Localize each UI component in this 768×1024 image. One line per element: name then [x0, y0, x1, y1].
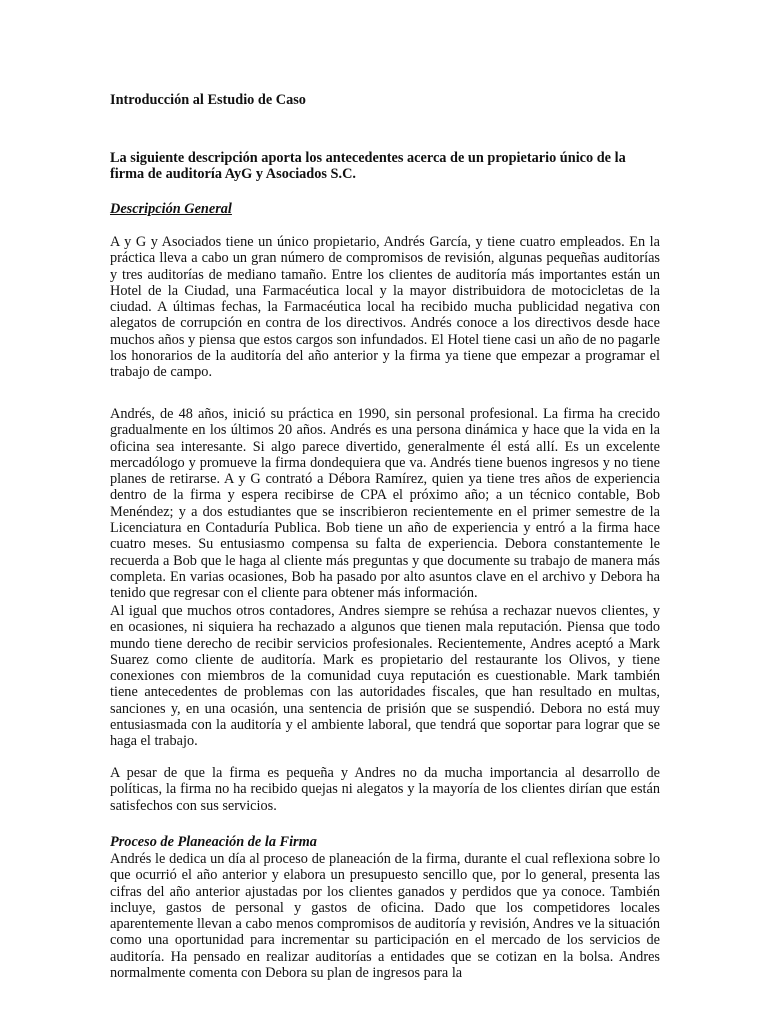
paragraph: Andrés le dedica un día al proceso de planeación de la firma, durante el cual reflexiona sobre lo que ocurrió el año anterior y elabora un presupuesto sencillo que, por lo general, presenta las cifras del año anterior ajustadas por los clientes ganados y perdidos que ya conoce. También incluye, gastos de personal y gastos de oficina. Dado que los competidores locales aparentemente llevan a cabo menos compromisos de auditoría y revisión, Andres ve la situación como una oportunidad para incrementar su participación en el mercado de los servicios de auditoría. Ha pensado en realizar auditorías a entidades que se cotizan en la bolsa. Andres normalmente comenta con Debora su plan de ingresos para la [110, 851, 660, 982]
lead-statement: La siguiente descripción aporta los antecedentes acerca de un propietario único de la firma de auditoría AyG y Asociados S.C. [110, 150, 626, 183]
paragraph: A y G y Asociados tiene un único propietario, Andrés García, y tiene cuatro empleados. En la práctica lleva a cabo un gran número de compromisos de revisión, algunas pequeñas auditorías y tres auditorías de mediano tamaño. Entre los clientes de auditoría más importantes están un Hotel de la Ciudad, una Farmacéutica local y la mayor distribuidora de motocicletas de la ciudad. A últimas fechas, la Farmacéutica local ha recibido mucha publicidad negativa con alegatos de corrupción en contra de los directivos. Andrés conoce a los directivos desde hace muchos años y piensa que estos cargos son infundados. El Hotel tiene casi un año de no pagarle los honorarios de la auditoría del año anterior y la firma ya tiene que empezar a programar el trabajo de campo. [110, 234, 660, 381]
paragraph: Al igual que muchos otros contadores, Andres siempre se rehúsa a rechazar nuevos clientes, y en ocasiones, ni siquiera ha rechazado a algunos que tienen mala reputación. Piensa que todo mundo tiene derecho de recibir servicios profesionales. Recientemente, Andres aceptó a Mark Suarez como cliente de auditoría. Mark es propietario del restaurante los Olivos, y tiene conexiones con miembros de la comunidad cuya reputación es cuestionable. Mark también tiene antecedentes de problemas con las autoridades fiscales, que han resultado en multas, sanciones y, en una ocasión, una sentencia de prisión que se suspendió. Debora no está muy entusiasmada con la auditoría y el ambiente laboral, que tendrá que soportar para lograr que se haga el trabajo. [110, 603, 660, 750]
section-heading-proceso-de-planeacion: Proceso de Planeación de la Firma [110, 834, 317, 850]
document-page [110, 0, 660, 1024]
paragraph: A pesar de que la firma es pequeña y Andres no da mucha importancia al desarrollo de políticas, la firma no ha recibido quejas ni alegatos y la mayoría de los clientes dirían que están satisfechos con sus servicios. [110, 765, 660, 814]
document-title: Introducción al Estudio de Caso [110, 92, 306, 108]
section-heading-descripcion-general: Descripción General [110, 201, 232, 217]
paragraph: Andrés, de 48 años, inició su práctica en 1990, sin personal profesional. La firma ha crecido gradualmente en los últimos 20 años. Andrés es una persona dinámica y hace que la vida en la oficina sea interesante. Si algo parece divertido, generalmente él está allí. Es un excelente mercadólogo y promueve la firma dondequiera que va. Andrés tiene buenos ingresos y no tiene planes de retirarse. A y G contrató a Débora Ramírez, quien ya tiene tres años de experiencia dentro de la firma y espera recibirse de CPA el próximo año; a un técnico contable, Bob Menéndez; y a dos estudiantes que se inscribieron recientemente en el primer semestre de la Licenciatura en Contaduría Publica. Bob tiene un año de experiencia y entró a la firma hace cuatro meses. Su entusiasmo compensa su falta de experiencia. Debora constantemente le recuerda a Bob que le haga al cliente más preguntas y que documente su trabajo de manera más completa. En varias ocasiones, Bob ha pasado por alto asuntos clave en el archivo y Debora ha tenido que regresar con el cliente para obtener más información. [110, 406, 660, 602]
